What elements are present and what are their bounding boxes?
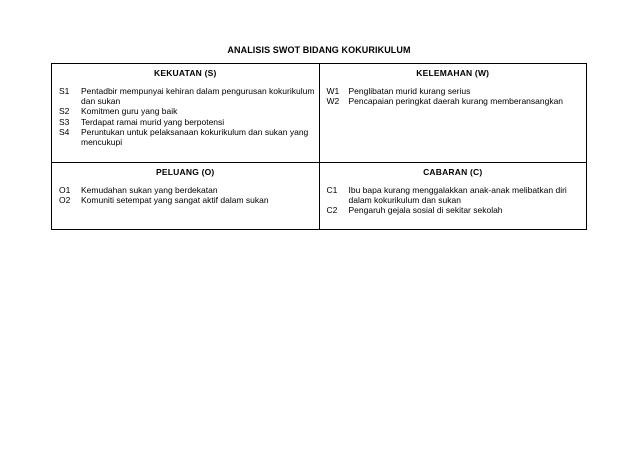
list-item: [59, 106, 315, 116]
item-text: Terdapat ramai murid yang berpotensi: [81, 116, 225, 127]
item-code: W1: [326, 86, 340, 96]
opportunities-heading: PELUANG (O): [156, 167, 215, 177]
item-code: W2: [326, 96, 340, 107]
opportunities-list: [52, 179, 319, 209]
threats-list: [320, 179, 587, 220]
list-item: [327, 86, 583, 96]
item-code: S1: [59, 86, 70, 96]
strengths-list: [52, 80, 319, 151]
opportunities-cell: [52, 163, 320, 230]
item-code: S4: [59, 126, 70, 137]
item-text: Ibu bapa kurang menggalakkan anak-anak melibatkan diri dalam kokurikulum dan sukan: [348, 185, 567, 206]
weaknesses-list: [320, 80, 587, 110]
item-code: C2: [326, 205, 338, 216]
strengths-cell: [52, 64, 320, 163]
list-item: [327, 96, 583, 106]
item-text: Peruntukan untuk pelaksanaan kokurikulum dan sukan yang mencukupi: [81, 126, 309, 148]
item-text: Pencapaian peringkat daerah kurang memberansangkan: [348, 96, 564, 107]
list-item: [59, 117, 315, 127]
list-item: [59, 86, 315, 106]
item-code: S3: [59, 116, 70, 127]
list-item: [327, 185, 583, 205]
document-title: ANALISIS SWOT BIDANG KOKURIKULUM: [227, 45, 411, 55]
list-item: [59, 195, 315, 205]
item-code: O1: [59, 185, 71, 195]
item-code: C1: [326, 185, 338, 195]
item-text: Kemudahan sukan yang berdekatan: [81, 185, 218, 195]
swot-row-top: [52, 64, 587, 163]
strengths-heading: KEKUATAN (S): [153, 68, 217, 78]
threats-heading: CABARAN (C): [423, 167, 483, 177]
item-text: Komitmen guru yang baik: [81, 106, 178, 117]
item-text: Pengaruh gejala sosial di sekitar sekolah: [348, 205, 503, 216]
list-item: [59, 127, 315, 147]
item-code: S2: [59, 106, 70, 117]
threats-cell: [319, 163, 587, 230]
item-text: Penglibatan murid kurang serius: [348, 86, 471, 96]
item-code: O2: [59, 195, 71, 206]
swot-row-bottom: [52, 163, 587, 230]
item-text: Komuniti setempat yang sangat aktif dalam sukan: [81, 195, 269, 206]
item-text: Pentadbir mempunyai kehiran dalam pengurusan kokurikulum dan sukan: [81, 86, 315, 107]
swot-table: [51, 63, 587, 230]
weaknesses-heading: KELEMAHAN (W): [416, 68, 490, 78]
weaknesses-cell: [319, 64, 587, 163]
list-item: [327, 205, 583, 215]
list-item: [59, 185, 315, 195]
